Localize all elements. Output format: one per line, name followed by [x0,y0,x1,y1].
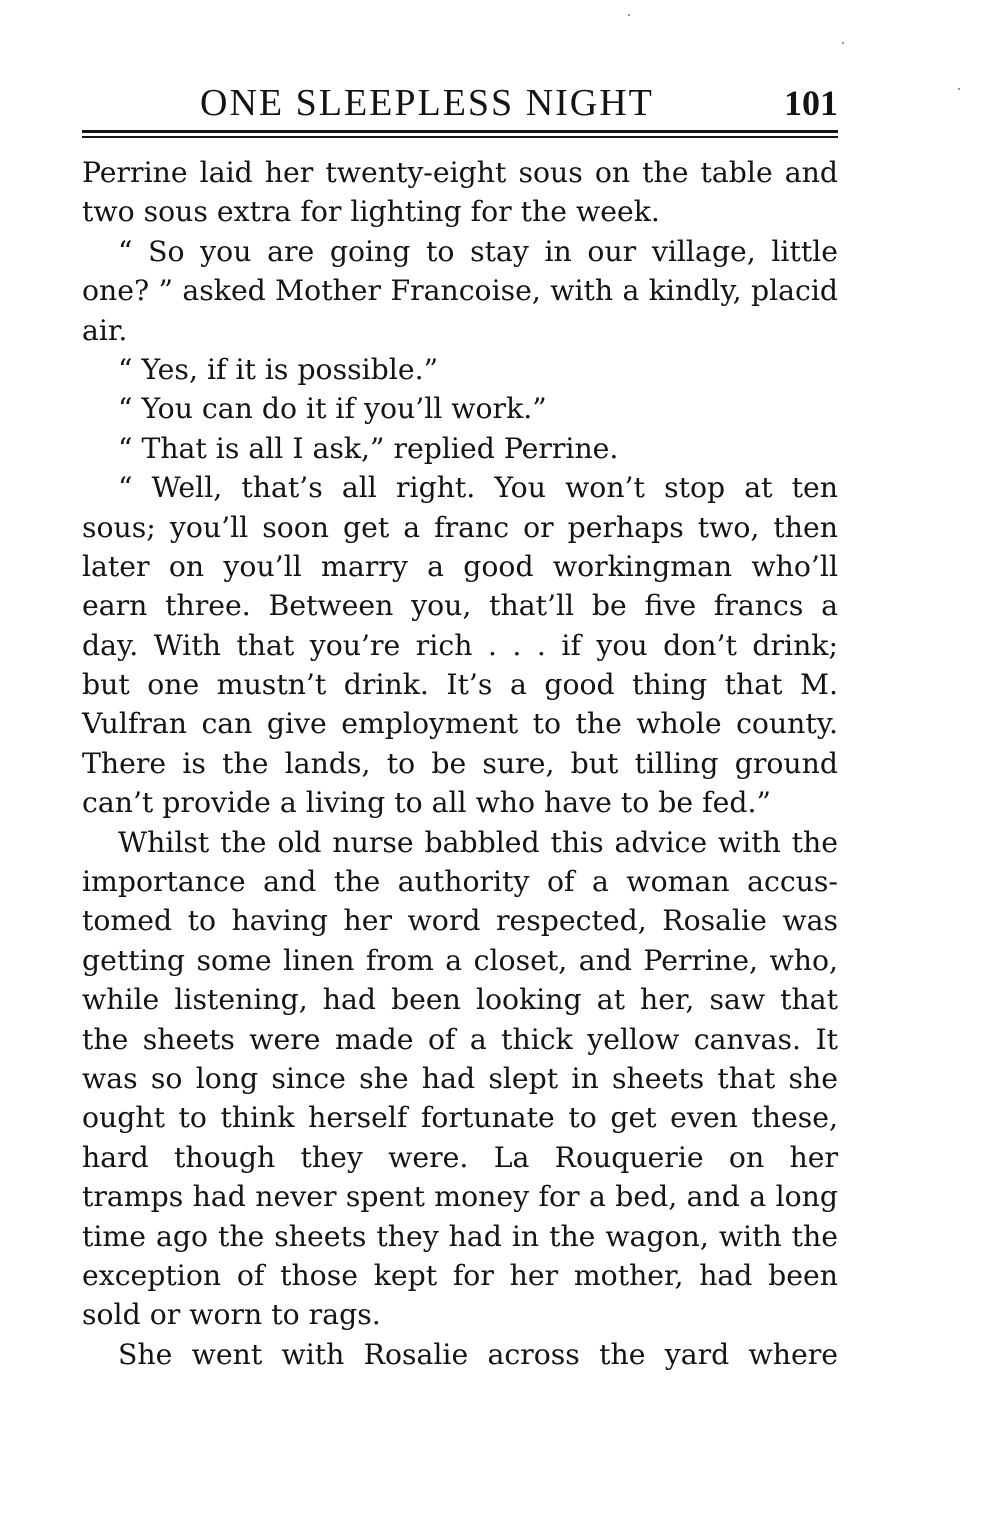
text-line: later on you’ll marry a good workingman who’ll [82,549,838,583]
scan-speck [842,42,844,44]
text-line: “ Yes, if it is possible.” [118,352,439,386]
text-line: tramps had never spent money for a bed, and a long [82,1180,838,1214]
header-rule-thin [82,136,838,138]
running-title: ONE SLEEPLESS NIGHT [200,82,654,124]
text-line: She went with Rosalie across the yard where [118,1337,838,1371]
text-line: earn three. Between you, that’ll be five francs a [82,589,838,623]
page-number: 101 [784,83,838,123]
text-line: “ Well, that’s all right. You won’t stop at ten [118,471,838,505]
text-line: ought to think herself fortunate to get even these, [82,1101,838,1135]
text-line: hard though they were. La Rouquerie on her [82,1140,838,1174]
text-line: “ That is all I ask,” replied Perrine. [118,431,619,465]
text-line: sous; you’ll soon get a franc or perhaps two, then [82,510,838,544]
text-line: Perrine laid her twenty-eight sous on the table and [82,156,838,189]
text-line: was so long since she had slept in sheets that she [82,1061,838,1095]
text-line: importance and the authority of a woman accus- [82,865,838,899]
text-line: “ You can do it if you’ll work.” [118,392,547,426]
text-line: two sous extra for lighting for the week. [82,195,660,229]
text-line: day. With that you’re rich . . . if you don’t drink; [82,628,838,662]
text-line: exception of those kept for her mother, had been [82,1258,838,1292]
text-line: air. [82,313,128,347]
scan-speck [628,14,630,16]
text-line: getting some linen from a closet, and Perrine, who, [82,943,838,977]
text-line: tomed to having her word respected, Rosalie was [82,904,838,938]
text-line: sold or worn to rags. [82,1298,381,1332]
text-line: time ago the sheets they had in the wagon, with the [82,1219,838,1253]
text-line: the sheets were made of a thick yellow canvas. It [82,1022,838,1056]
text-line: can’t provide a living to all who have to be fed.” [82,786,771,820]
text-line: while listening, had been looking at her, saw that [82,983,838,1017]
text-line: There is the lands, to be sure, but tilling ground [82,746,838,780]
text-line: but one mustn’t drink. It’s a good thing that M. [82,668,838,702]
header-rule-thick [82,130,838,133]
body-text [82,153,838,1374]
text-line: Vulfran can give employment to the whole county. [82,707,838,741]
text-line: one? ” asked Mother Francoise, with a kindly, placid [82,274,838,308]
text-line: Whilst the old nurse babbled this advice with the [118,825,838,859]
page-header [82,82,838,124]
text-line: “ So you are going to stay in our village, little [118,234,838,268]
scan-speck [958,88,960,90]
